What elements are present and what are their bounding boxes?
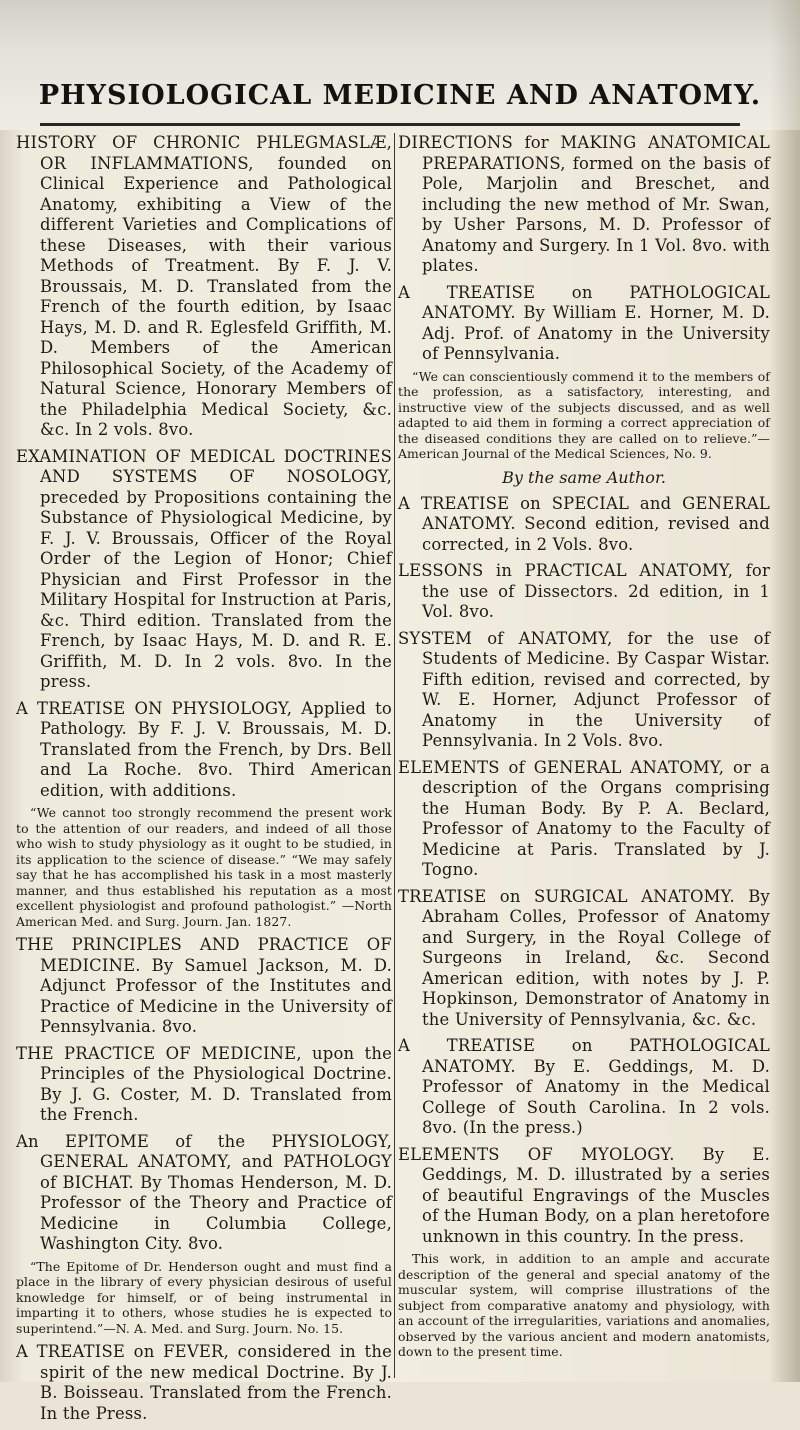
entry-system-of-anatomy	[398, 629, 770, 752]
entry-chronic-phlegmasiae	[16, 133, 392, 441]
entry-text: SYSTEM of ANATOMY, for the use of Students of Medicine. By Caspar Wistar. Fifth edition, revised and corrected, by W. E. Horner, Adjunct Professor of Anatomy in the University of Pennsylvania. In 2 Vols. 8vo.	[398, 628, 770, 750]
entry-treatise-fever	[16, 1342, 392, 1424]
entry-review: “We cannot too strongly recommend the present work to the attention of our readers, and indeed of all those who wish to study physiology as it ought to be studied, in its application to the science of disease.” “We may safely say that he has accomplished his task in a most masterly manner, and thus established his reputation as a most excellent physiologist and profound pathologist.” —North American Med. and Surg. Journ. Jan. 1827.	[16, 805, 392, 929]
entry-text: A TREATISE on FEVER, considered in the spirit of the new medical Doctrine. By J. B. Boisseau. Translated from the French. In the Press.	[16, 1342, 392, 1423]
entry-text: DIRECTIONS for MAKING ANATOMICAL PREPARATIONS, formed on the basis of Pole, Marjolin and Breschet, and including the new method of Mr. Swan, by Usher Parsons, M. D. Professor of Anatomy and Surgery. In 1 Vol. 8vo. with plates.	[398, 133, 770, 275]
header-rule	[40, 123, 740, 126]
entry-surgical-anatomy	[398, 887, 770, 1031]
same-author-byline: By the same Author.	[502, 467, 666, 487]
entry-text: A TREATISE on SPECIAL and GENERAL ANATOMY. Second edition, revised and corrected, in 2 Vols. 8vo.	[398, 493, 770, 554]
entry-text: A TREATISE on PATHOLOGICAL ANATOMY. By William E. Horner, M. D. Adj. Prof. of Anatomy in the University of Pennsylvania.	[398, 282, 770, 363]
entry-text: A TREATISE ON PHYSIOLOGY, Applied to Pathology. By F. J. V. Broussais, M. D. Translated from the French, by Drs. Bell and La Roche. 8vo. Third American edition, with additions.	[16, 698, 392, 800]
entry-text: HISTORY OF CHRONIC PHLEGMASLÆ, OR INFLAMMATIONS, founded on Clinical Experience and Pathological Anatomy, exhibiting a View of the different Varieties and Complications of these Diseases, with their various Methods of Treatment. By F. J. V. Broussais, M. D. Translated from the French of the fourth edition, by Isaac Hays, M. D. and R. Eglesfeld Griffith, M. D. Members of the American Philosophical Society, of the Academy of Natural Science, Honorary Members of the Philadelphia Medical Society, &c. &c. In 2 vols. 8vo.	[16, 133, 392, 439]
entry-special-general-anatomy	[398, 494, 770, 556]
entry-practical-anatomy	[398, 561, 770, 623]
column-divider	[394, 133, 395, 1378]
entry-text: ELEMENTS OF MYOLOGY. By E. Geddings, M. D. illustrated by a series of beautiful Engravings of the Muscles of the Human Body, on a plan heretofore unknown in this country. In the press.	[398, 1144, 770, 1246]
right-column	[398, 133, 770, 1366]
entry-review: “We can conscientiously commend it to the members of the profession, as a satisfactory, interesting, and instructive view of the subjects discussed, and as well adapted to aid them in forming a correct appreciation of the diseased conditions they are called on to relieve.”—American Journal of the Medical Sciences, No. 9.	[398, 368, 770, 461]
entry-text: LESSONS in PRACTICAL ANATOMY, for the use of Dissectors. 2d edition, in 1 Vol. 8vo.	[398, 561, 770, 621]
entry-anatomical-preparations	[398, 133, 770, 277]
left-column	[16, 133, 392, 1430]
entry-text: THE PRINCIPLES AND PRACTICE OF MEDICINE. By Samuel Jackson, M. D. Adjunct Professor of the Institutes and Practice of Medicine in the University of Pennsylvania. 8vo.	[16, 935, 392, 1036]
page-edge-shadow	[770, 0, 800, 1382]
entry-practice-of-medicine	[16, 1044, 392, 1126]
entry-text: EXAMINATION OF MEDICAL DOCTRINES AND SYSTEMS OF NOSOLOGY, preceded by Propositions containing the Substance of Physiological Medicine, by F. J. V. Broussais, Officer of the Royal Order of the Legion of Honor; Chief Physician and First Professor in the Military Hospital for Instruction at Paris, &c. Third edition. Translated from the French, by Isaac Hays, M. D. and R. E. Griffith, M. D. In 2 vols. 8vo. In the press.	[16, 446, 392, 691]
entry-text: An EPITOME of the PHYSIOLOGY, GENERAL ANATOMY, and PATHOLOGY of BICHAT. By Thomas Henderson, M. D. Professor of the Theory and Practice of Medicine in Columbia College, Washington City. 8vo.	[16, 1131, 392, 1253]
entry-text: TREATISE on SURGICAL ANATOMY. By Abraham Colles, Professor of Anatomy and Surgery, in the Royal College of Surgeons in Ireland, &c. Second American edition, with notes by J. P. Hopkinson, Demonstrator of Anatomy in the University of Pennsylvania, &c. &c.	[398, 886, 770, 1029]
entry-text: A TREATISE on PATHOLOGICAL ANATOMY. By E. Geddings, M. D. Professor of Anatomy in the Medical College of South Carolina. In 2 vols. 8vo. (In the press.)	[398, 1036, 770, 1137]
entry-review: “The Epitome of Dr. Henderson ought and must find a place in the library of every physician desirous of useful knowledge for himself, or of being instrumental in imparting it to others, whose studies he is expected to superintend.”—N. A. Med. and Surg. Journ. No. 15.	[16, 1258, 392, 1336]
entry-review: This work, in addition to an ample and accurate description of the general and special anatomy of the muscular system, will comprise illustrations of the subject from comparative anatomy and physiology, with an account of the irregularities, variations and anomalies, observed by the various ancient and modern anatomists, down to the present time.	[398, 1251, 770, 1359]
page-title: PHYSIOLOGICAL MEDICINE AND ANATOMY.	[38, 80, 762, 111]
entry-pathological-anatomy-horner	[398, 283, 770, 462]
entry-epitome-bichat	[16, 1132, 392, 1337]
entry-elements-general-anatomy	[398, 758, 770, 881]
entry-treatise-physiology	[16, 699, 392, 930]
entry-text: THE PRACTICE OF MEDICINE, upon the Principles of the Physiological Doctrine. By J. G. Coster, M. D. Translated from the French.	[16, 1043, 392, 1124]
entry-text: ELEMENTS of GENERAL ANATOMY, or a description of the Organs comprising the Human Body. By P. A. Beclard, Professor of Anatomy to the Faculty of Medicine at Paris. Translated by J. Togno.	[398, 757, 770, 879]
entry-pathological-anatomy-geddings	[398, 1036, 770, 1139]
entry-principles-practice-medicine	[16, 935, 392, 1038]
entry-examination-medical-doctrines	[16, 447, 392, 693]
entry-elements-myology	[398, 1145, 770, 1360]
